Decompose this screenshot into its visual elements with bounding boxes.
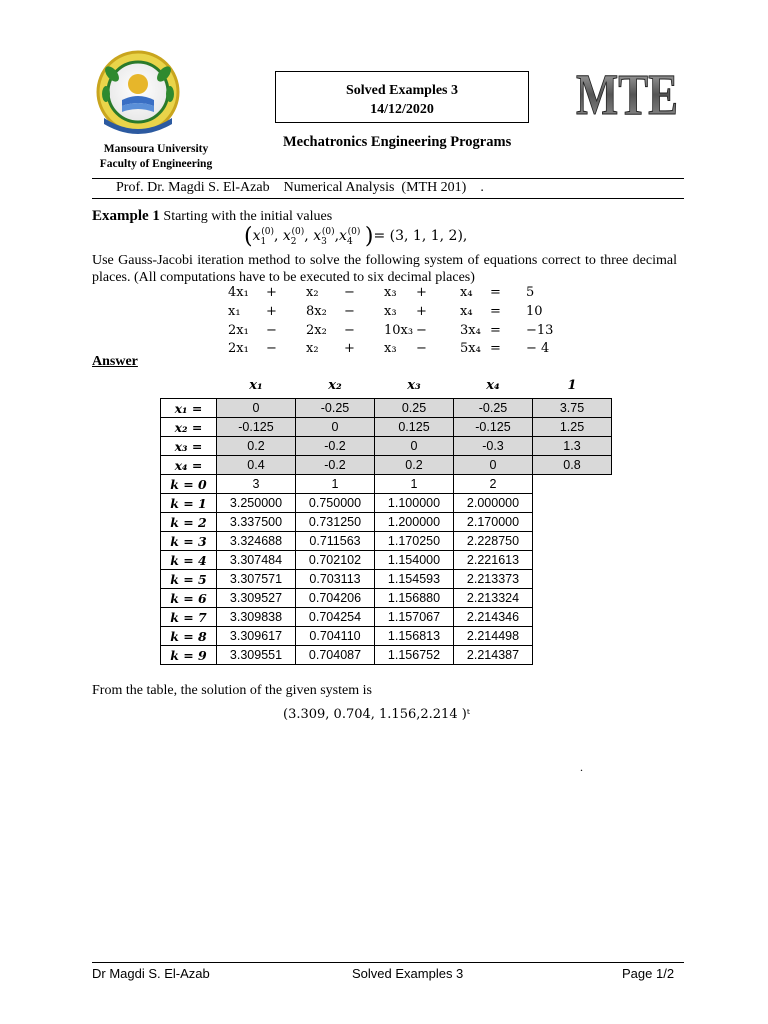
- empty-cell: [533, 551, 612, 570]
- coefficient-cell: 0.2: [375, 456, 454, 475]
- coefficient-row: [161, 437, 612, 456]
- empty-cell: [533, 513, 612, 532]
- iteration-cell: 2.213324: [454, 589, 533, 608]
- table-header-row: [161, 372, 612, 399]
- equation-term: 5x₄: [460, 341, 481, 356]
- coefficient-cell: -0.25: [296, 399, 375, 418]
- iteration-row: [161, 646, 612, 665]
- equation-term: −: [266, 323, 277, 338]
- iteration-cell: 0.702102: [296, 551, 375, 570]
- iteration-label: k = 7: [161, 608, 217, 627]
- iteration-cell: 0.704087: [296, 646, 375, 665]
- coefficient-row: [161, 399, 612, 418]
- iteration-cell: 1.156880: [375, 589, 454, 608]
- iteration-cell: 0.704254: [296, 608, 375, 627]
- equation-term: +: [344, 341, 355, 356]
- equation-term: x₄: [460, 304, 473, 319]
- coefficient-cell: 0: [375, 437, 454, 456]
- iteration-cell: 2.170000: [454, 513, 533, 532]
- iteration-cell: 2.228750: [454, 532, 533, 551]
- empty-cell: [533, 570, 612, 589]
- iteration-row: [161, 589, 612, 608]
- iteration-label: k = 2: [161, 513, 217, 532]
- solution-vector: (3.309, 0.704, 1.156,2.214 )ᵗ: [283, 707, 471, 722]
- jacobi-table: [160, 372, 612, 665]
- iteration-cell: 3.307484: [217, 551, 296, 570]
- equation-term: −: [344, 304, 355, 319]
- iteration-cell: 2.221613: [454, 551, 533, 570]
- equation-term: =: [490, 304, 501, 319]
- equation-term: x₃: [384, 341, 397, 356]
- iteration-cell: 2.214387: [454, 646, 533, 665]
- coefficient-cell: 0.25: [375, 399, 454, 418]
- iteration-label: k = 0: [161, 475, 217, 494]
- equation-term: 2x₁: [228, 341, 249, 356]
- empty-cell: [533, 589, 612, 608]
- iteration-cell: 2: [454, 475, 533, 494]
- empty-cell: [533, 532, 612, 551]
- iteration-cell: 1: [296, 475, 375, 494]
- equation-term: −: [416, 341, 427, 356]
- equation-term: x₃: [384, 304, 397, 319]
- iteration-cell: 0.703113: [296, 570, 375, 589]
- equation-term: =: [490, 285, 501, 300]
- iteration-cell: 3.337500: [217, 513, 296, 532]
- iteration-cell: 3.307571: [217, 570, 296, 589]
- equation-term: x₃: [384, 285, 397, 300]
- footer-title: Solved Examples 3: [352, 966, 464, 981]
- iteration-cell: 1.200000: [375, 513, 454, 532]
- coefficient-cell: 0: [296, 418, 375, 437]
- example-label: Example 1: [92, 208, 160, 224]
- coefficient-cell: -0.3: [454, 437, 533, 456]
- stray-dot: .: [580, 760, 583, 774]
- equation-term: x₁: [228, 304, 241, 319]
- equation-term: x₂: [306, 341, 319, 356]
- iteration-row: [161, 532, 612, 551]
- equation-term: 8x₂: [306, 304, 327, 319]
- empty-cell: [533, 646, 612, 665]
- header-x4: x₄: [486, 377, 500, 393]
- row-label: x₁ =: [161, 399, 217, 418]
- equation-term: 5: [526, 285, 535, 300]
- footer-divider: [92, 962, 684, 963]
- conclusion-text: From the table, the solution of the given system is: [92, 683, 372, 698]
- initial-values: ($x_1^{(0)}$, $x_2^{(0)}$, $x_3^{(0)},x_4^{(0)}$ )= (3, 1, 1, 2),: [244, 224, 468, 249]
- title-line-1: Solved Examples 3: [345, 83, 458, 98]
- mte-logo-text: MTE: [576, 62, 678, 127]
- iteration-row: [161, 513, 612, 532]
- coefficient-row: [161, 456, 612, 475]
- equation-term: − 4: [526, 341, 550, 356]
- coefficient-cell: -0.25: [454, 399, 533, 418]
- iteration-cell: 3.309551: [217, 646, 296, 665]
- iteration-cell: 3: [217, 475, 296, 494]
- iteration-cell: 3.250000: [217, 494, 296, 513]
- iteration-label: k = 8: [161, 627, 217, 646]
- empty-cell: [533, 627, 612, 646]
- answer-heading: Answer: [92, 354, 138, 369]
- coefficient-cell: -0.2: [296, 456, 375, 475]
- header-x3: x₃: [407, 377, 421, 393]
- coefficient-cell: 0.125: [375, 418, 454, 437]
- iteration-cell: 1: [375, 475, 454, 494]
- iteration-cell: 1.156813: [375, 627, 454, 646]
- initial-values-text: = (3, 1, 1, 2),: [373, 228, 468, 244]
- program-title: Mechatronics Engineering Programs: [283, 134, 512, 150]
- iteration-cell: 2.000000: [454, 494, 533, 513]
- iteration-cell: 3.324688: [217, 532, 296, 551]
- header-blank: [161, 372, 217, 399]
- iteration-cell: 0.731250: [296, 513, 375, 532]
- faculty-label: Faculty of Engineering: [99, 158, 213, 170]
- title-box: [275, 71, 529, 123]
- example-intro: Starting with the initial values: [163, 209, 333, 224]
- iteration-row: [161, 494, 612, 513]
- equation-term: −: [266, 341, 277, 356]
- row-label: x₄ =: [161, 456, 217, 475]
- coefficient-cell: 0.2: [217, 437, 296, 456]
- equation-term: +: [266, 285, 277, 300]
- iteration-cell: 0.711563: [296, 532, 375, 551]
- iteration-cell: 1.170250: [375, 532, 454, 551]
- instruction-text: Use Gauss-Jacobi iteration method to solve the following system of equations correct to three decimal places. (All computations have to be executed to six decimal places): [92, 253, 677, 285]
- coefficient-cell: 0.8: [533, 456, 612, 475]
- iteration-cell: 0.750000: [296, 494, 375, 513]
- iteration-cell: 0.704110: [296, 627, 375, 646]
- coefficient-cell: 3.75: [533, 399, 612, 418]
- header-constant: 1: [567, 377, 577, 393]
- iteration-cell: 1.154593: [375, 570, 454, 589]
- empty-cell: [533, 494, 612, 513]
- iteration-label: k = 1: [161, 494, 217, 513]
- university-logo: [92, 44, 184, 144]
- course-line: Prof. Dr. Magdi S. El-Azab Numerical Analysis (MTH 201) .: [116, 180, 484, 195]
- footer-page-number: Page 1/2: [622, 966, 675, 981]
- header-x2: x₂: [328, 377, 342, 393]
- university-name: [92, 142, 220, 172]
- equation-term: 3x₄: [460, 323, 481, 338]
- header-x1: x₁: [249, 377, 263, 393]
- iteration-label: k = 4: [161, 551, 217, 570]
- divider-bottom: [92, 198, 684, 199]
- iteration-label: k = 9: [161, 646, 217, 665]
- equation-term: −: [344, 323, 355, 338]
- iteration-cell: 1.100000: [375, 494, 454, 513]
- equation-term: x₂: [306, 285, 319, 300]
- iteration-label: k = 6: [161, 589, 217, 608]
- iteration-row: [161, 475, 612, 494]
- iteration-cell: 2.214498: [454, 627, 533, 646]
- example-heading: [92, 208, 332, 225]
- coefficient-cell: 0: [454, 456, 533, 475]
- iteration-row: [161, 627, 612, 646]
- title-date: 14/12/2020: [370, 102, 434, 117]
- iteration-cell: 3.309527: [217, 589, 296, 608]
- equation-term: −13: [526, 323, 554, 338]
- iteration-row: [161, 608, 612, 627]
- coefficient-cell: 0: [217, 399, 296, 418]
- coefficient-cell: -0.125: [217, 418, 296, 437]
- iteration-row: [161, 570, 612, 589]
- iteration-cell: 2.213373: [454, 570, 533, 589]
- iteration-cell: 3.309838: [217, 608, 296, 627]
- equation-term: +: [416, 285, 427, 300]
- iteration-cell: 1.154000: [375, 551, 454, 570]
- iteration-cell: 0.704206: [296, 589, 375, 608]
- coefficient-cell: -0.125: [454, 418, 533, 437]
- divider-top: [92, 178, 684, 179]
- row-label: x₂ =: [161, 418, 217, 437]
- equation-term: 10x₃: [384, 323, 414, 338]
- equation-term: =: [490, 341, 501, 356]
- equation-term: 10: [526, 304, 543, 319]
- coefficient-cell: 0.4: [217, 456, 296, 475]
- iteration-cell: 3.309617: [217, 627, 296, 646]
- iteration-cell: 2.214346: [454, 608, 533, 627]
- coefficient-cell: 1.25: [533, 418, 612, 437]
- iteration-label: k = 5: [161, 570, 217, 589]
- iteration-row: [161, 551, 612, 570]
- equation-term: =: [490, 323, 501, 338]
- empty-cell: [533, 475, 612, 494]
- equation-term: +: [266, 304, 277, 319]
- coefficient-cell: 1.3: [533, 437, 612, 456]
- mte-logo: [574, 62, 680, 127]
- university-label: Mansoura University: [103, 143, 209, 155]
- equation-term: 4x₁: [228, 285, 249, 300]
- iteration-label: k = 3: [161, 532, 217, 551]
- equation-term: +: [416, 304, 427, 319]
- equation-term: 2x₁: [228, 323, 249, 338]
- equation-term: 2x₂: [306, 323, 327, 338]
- empty-cell: [533, 608, 612, 627]
- iteration-cell: 1.157067: [375, 608, 454, 627]
- equation-term: −: [344, 285, 355, 300]
- equation-term: x₄: [460, 285, 473, 300]
- equation-term: −: [416, 323, 427, 338]
- footer-author: Dr Magdi S. El-Azab: [92, 966, 210, 981]
- iteration-cell: 1.156752: [375, 646, 454, 665]
- row-label: x₃ =: [161, 437, 217, 456]
- coefficient-cell: -0.2: [296, 437, 375, 456]
- coefficient-row: [161, 418, 612, 437]
